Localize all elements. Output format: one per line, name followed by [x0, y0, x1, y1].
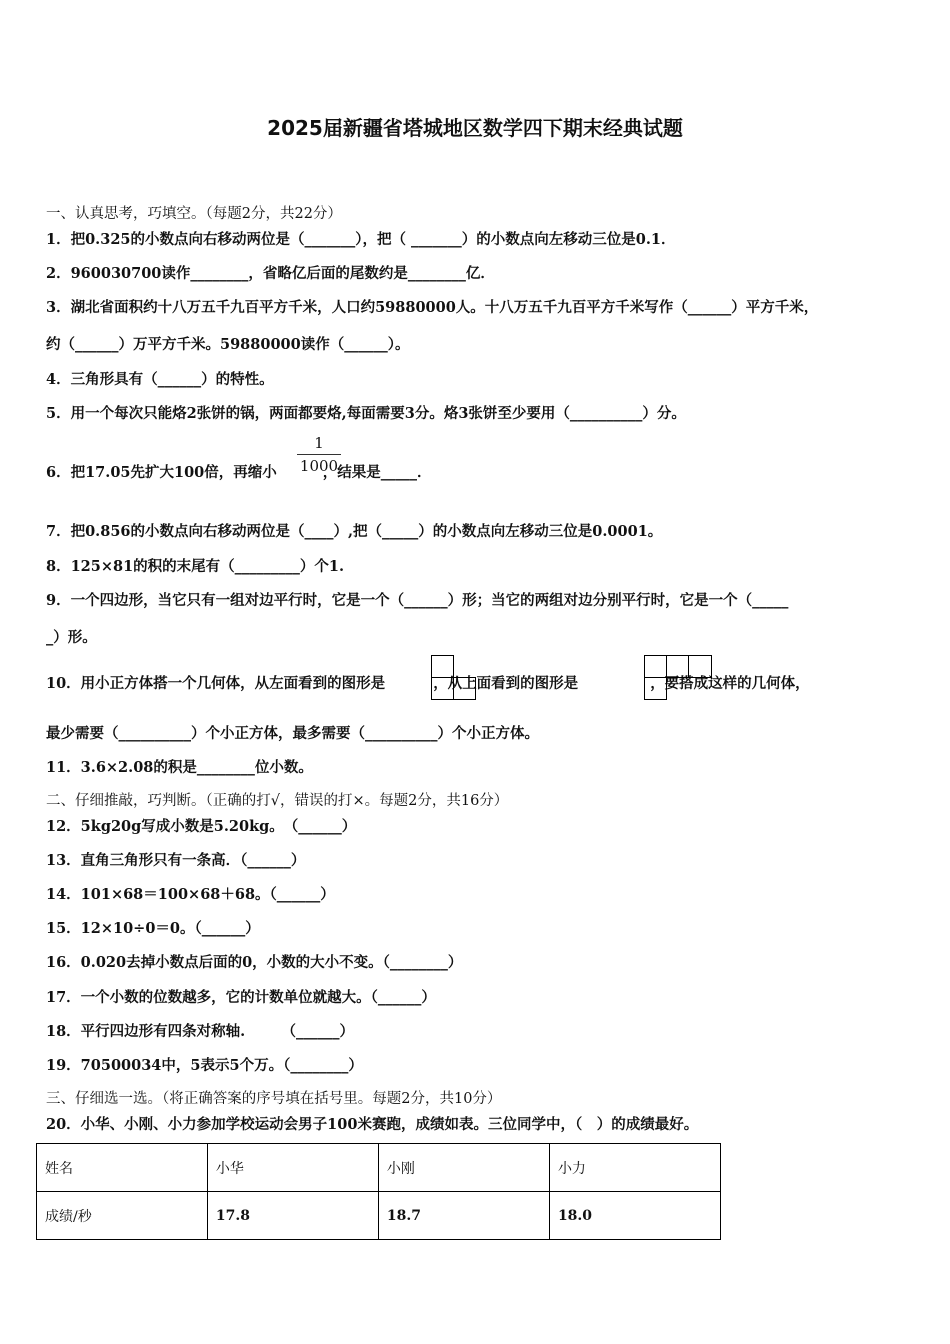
fraction-denominator: 1000: [299, 457, 339, 475]
question-14: 14．101×68＝100×68＋68。（______）: [46, 886, 335, 903]
question-17: 17．一个小数的位数越多，它的计数单位就越大。（______）: [46, 989, 436, 1006]
question-10-text-b: ，从上面看到的图形是: [433, 675, 579, 692]
fraction-numerator: 1: [314, 434, 324, 452]
table-cell: 小力: [549, 1144, 720, 1192]
question-10-text-a: 10．用小正方体搭一个几何体，从左面看到的图形是: [46, 675, 386, 692]
question-18: 18．平行四边形有四条对称轴. （______）: [46, 1023, 354, 1040]
table-row: [37, 1192, 721, 1240]
question-9-line2: _）形。: [46, 629, 97, 646]
question-10-line2: 最少需要（__________）个小正方体，最多需要（__________）个小正方体。: [46, 725, 539, 742]
fraction: [297, 434, 341, 475]
question-8: 8．125×81的积的末尾有（_________）个1.: [46, 558, 345, 575]
question-11: 11．3.6×2.08的积是________位小数。: [46, 759, 313, 776]
question-20: 20．小华、小刚、小力参加学校运动会男子100米赛跑，成绩如表。三位同学中，（ ）的成绩最好。: [46, 1116, 699, 1133]
question-5: 5．用一个每次只能烙2张饼的锅，两面都要烙,每面需要3分。烙3张饼至少要用（__________）分。: [46, 405, 686, 422]
table-cell: 18.0: [549, 1192, 720, 1240]
question-15: 15．12×10÷0＝0。（______）: [46, 920, 260, 937]
table-cell: 17.8: [207, 1192, 378, 1240]
section-heading-1: 一、认真思考，巧填空。（每题2分，共22分）: [46, 206, 342, 222]
table-cell: 18.7: [378, 1192, 549, 1240]
question-19: 19．70500034中，5表示5个万。（________）: [46, 1057, 363, 1074]
question-3-line1: 3．湖北省面积约十八万五千九百平方千米，人口约59880000人。十八万五千九百平方千米写作（______）平方千米，: [46, 299, 819, 316]
table-cell: 姓名: [37, 1144, 208, 1192]
question-3-line2: 约（______）万平方千米。59880000读作（______）。: [46, 336, 410, 353]
question-9-line1: 9．一个四边形，当它只有一组对边平行时，它是一个（______）形；当它的两组对边分别平行时，它是一个（_____: [46, 592, 789, 609]
question-1: 1．把0.325的小数点向右移动两位是（_______），把（ _______）的小数点向左移动三位是0.1．: [46, 231, 676, 248]
question-6: [46, 461, 432, 482]
question-4: 4．三角形具有（______）的特性。: [46, 371, 274, 388]
page-title: 2025届新疆省塔城地区数学四下期末经典试题: [267, 116, 683, 140]
question-13: 13．直角三角形只有一条高．（______）: [46, 852, 306, 869]
question-10-text-c: ，要搭成这样的几何体，: [650, 675, 810, 692]
question-12: 12．5kg20g写成小数是5.20kg。 （______）: [46, 818, 357, 835]
question-16: 16．0.020去掉小数点后面的0，小数的大小不变。（________）: [46, 954, 463, 971]
fraction-bar: [297, 454, 341, 455]
table-row: [37, 1144, 721, 1192]
section-heading-3: 三、仔细选一选。（将正确答案的序号填在括号里。每题2分，共10分）: [46, 1091, 502, 1107]
results-table: [36, 1143, 721, 1240]
table-cell: 小华: [207, 1144, 378, 1192]
question-2: 2．960030700读作________，省略亿后面的尾数约是________亿．: [46, 265, 495, 282]
table-cell: 成绩/秒: [37, 1192, 208, 1240]
section-heading-2: 二、仔细推敲，巧判断。（正确的打√，错误的打×。每题2分，共16分）: [46, 793, 509, 809]
question-6-text-a: 6．把17.05先扩大100倍，再缩小: [46, 464, 277, 481]
question-7: 7．把0.856的小数点向右移动两位是（____）,把（_____）的小数点向左移动三位是0.0001。: [46, 523, 663, 540]
question-6-text-b: ，结果是_____．: [322, 464, 432, 481]
table-cell: 小刚: [378, 1144, 549, 1192]
